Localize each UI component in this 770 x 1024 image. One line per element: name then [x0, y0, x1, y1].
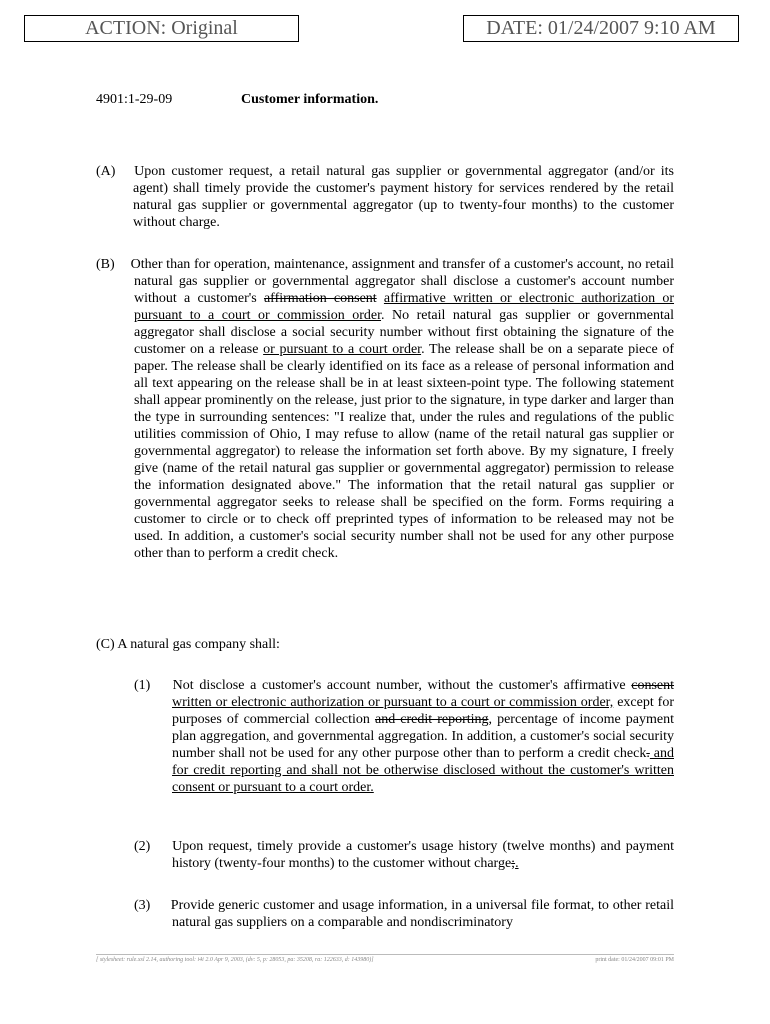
paragraph-c1-deleted-1: consent — [631, 678, 675, 693]
paragraph-c — [96, 636, 674, 653]
paragraph-c2-inserted-1: . — [515, 856, 519, 871]
paragraph-c1-inserted-1: written or electronic authorization or pursuant to a court or commission order, — [172, 695, 614, 710]
paragraph-a-text: Upon customer request, a retail natural gas supplier or governmental aggregator (and/or its agent) shall timely provide the customer's payment history for services rendered by the retail natural gas supplier or governmental aggregator (up to twenty-four months) to the customer without charge. — [133, 164, 675, 230]
paragraph-c1-label: (1) — [134, 678, 151, 693]
rule-title: Customer information. — [241, 92, 379, 107]
paragraph-c2-deleted-1: ; — [511, 856, 516, 871]
rule-number: 4901:1-29-09 — [96, 92, 173, 107]
paragraph-c-text: A natural gas company shall: — [117, 637, 280, 652]
paragraph-c-label: (C) — [96, 637, 115, 652]
paragraph-c2 — [134, 838, 674, 872]
paragraph-b-text-1: Other than for operation, maintenance, assignment and transfer of a customer's account, no retail natural gas supplier or governmental aggregator shall disclose a customer's account number without a customer's — [130, 257, 674, 306]
paragraph-b-deleted-1: affirmation consent — [263, 291, 377, 306]
paragraph-c1-inserted-2: , — [266, 729, 270, 744]
action-header: ACTION: Original — [24, 15, 299, 42]
paragraph-a — [96, 163, 674, 231]
paragraph-c3-text: Provide generic customer and usage information, in a universal file format, to other retail natural gas suppliers on a comparable and nondiscriminatory — [170, 898, 674, 930]
paragraph-b-inserted-2: or pursuant to a court order — [263, 342, 422, 357]
paragraph-b — [96, 256, 674, 562]
paragraph-b-text-2: . No retail natural gas supplier or governmental aggregator shall disclose a social security number without first obtaining the signature of the customer on a release — [134, 308, 674, 357]
paragraph-b-text-3: . The release shall be on a separate piece of paper. The release shall be clearly identified on its face as a release of personal information and all text appearing on the release shall be in at least sixteen-point type. The following statement shall appear prominently on the release, just prior to the signature, in type darker and larger than the type in surrounding sentences: "I realize that, under the rules and regulations of the public utilities commission of Ohio, I may refuse to allow (name of the retail natural gas supplier or governmental aggregator) to release the information set forth above. By my signature, I freely give (name of the retail natural gas supplier or governmental aggregator) permission to release the information designated above." The information that the retail natural gas supplier or governmental aggregator seeks to release shall be specified on the form. Forms requiring a customer to circle or to check off preprinted types of information to be released may not be used. In addition, a customer's social security number shall not be used for any other purpose other than to perform a credit check. — [134, 342, 674, 561]
paragraph-c3 — [134, 897, 674, 931]
paragraph-c1-text-4: and governmental aggregation. In addition, a customer's social security number shall not be used for any other purpose other than to perform a credit check — [172, 729, 675, 761]
paragraph-c1-deleted-2: and credit reporting — [374, 712, 489, 727]
paragraph-c1-inserted-3: and for credit reporting and shall not be otherwise disclosed without the customer's written consent or pursuant to a court order. — [172, 746, 674, 795]
paragraph-c3-label: (3) — [134, 898, 151, 913]
paragraph-b-inserted-1: affirmative written or electronic authorization or pursuant to a court or commission order — [134, 291, 675, 323]
paragraph-c1-text-2: except for purposes of commercial collection — [172, 695, 675, 727]
paragraph-c1-text-3: , percentage of income payment plan aggregation — [172, 712, 674, 744]
paragraph-c2-label: (2) — [134, 839, 151, 854]
paragraph-c1 — [134, 677, 674, 796]
paragraph-a-label: (A) — [96, 164, 116, 179]
paragraph-c1-deleted-3: . — [646, 746, 650, 761]
paragraph-c2-text-1: Upon request, timely provide a customer's usage history (twelve months) and payment history (twenty-four months) to the customer without charge — [172, 839, 674, 871]
footer-stylesheet-info: [ stylesheet: rule.xsl 2.14, authoring tool: i4i 2.0 Apr 9, 2003, (dv: 5, p: 28053, pa: 35208, ra: 122633, d: 143980)] — [96, 957, 374, 963]
footer-print-date: print date: 01/24/2007 09:01 PM — [595, 957, 674, 963]
paragraph-c1-text-1: Not disclose a customer's account number, without the customer's affirmative — [172, 678, 632, 693]
date-header: DATE: 01/24/2007 9:10 AM — [463, 15, 739, 42]
paragraph-b-label: (B) — [96, 257, 115, 272]
rule-heading — [96, 92, 378, 108]
footer-divider — [96, 954, 674, 955]
